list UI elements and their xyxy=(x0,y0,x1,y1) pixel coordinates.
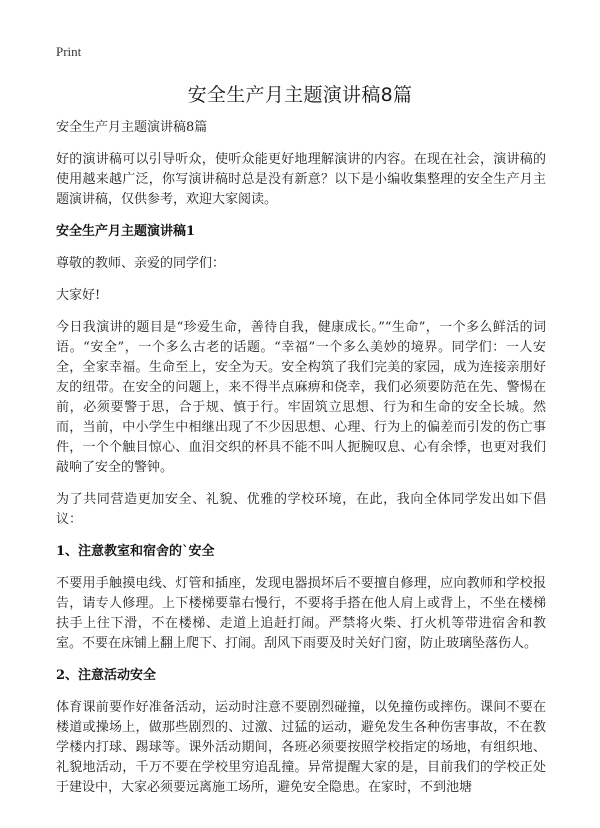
page-title: 安全生产月主题演讲稿8篇 xyxy=(187,84,413,106)
hello-paragraph: 大家好! xyxy=(56,288,101,303)
body-paragraph-1: 今日我演讲的题目是“珍爱生命，善待自我，健康成长。”“生命”，一个多么鲜活的词语。“安全”，一个多么古老的话题。“幸福”一个多么美妙的境界。同学们：一人安全，全家幸福。生命至上，安全为天。安全构筑了我们完美的家园，成为连接亲朋好友的纽带。在安全的问题上，来不得半点麻痹和侥幸，我们必须要防范在先、警惕在前，必须要警于思，合于规、慎于行。牢固筑立思想、行为和生命的安全长城。然而，当前，中小学生中相继出现了不少因思想、心理、行为上的偏差而引发的伤亡事件，一个个触目惊心、血泪交织的杯具不能不叫人扼腕叹息、心有余悸，也更对我们敲响了安全的警钟。 xyxy=(56,320,546,475)
intro-paragraph: 好的演讲稿可以引导听众，使听众能更好地理解演讲的内容。在现在社会，演讲稿的使用越来越广泛，你写演讲稿时总是没有新意？以下是小编收集整理的安全生产月主题演讲稿，仅供参考，欢迎大家阅读。 xyxy=(56,152,546,207)
body-paragraph-3: 不要用手触摸电线、灯管和插座，发现电器损坏后不要擅自修理，应向教师和学校报告，请专人修理。上下楼梯要靠右慢行，不要将手搭在他人肩上或背上，不坐在楼梯扶手上往下滑，不在楼梯、走道上追赶打闹。严禁将火柴、打火机等带进宿舍和教室。不要在床铺上翻上爬下、打闹。刮风下雨要及时关好门窗，防止玻璃坠落伤人。 xyxy=(56,576,546,651)
item-heading-2: 2、注意活动安全 xyxy=(56,668,157,683)
body-paragraph-2: 为了共同营造更加安全、礼貌、优雅的学校环境，在此，我向全体同学发出如下倡议： xyxy=(56,492,546,527)
item-heading-1: 1、注意教室和宿舍的`安全 xyxy=(56,544,215,559)
body-paragraph-4: 体育课前要作好准备活动，运动时注意不要剧烈碰撞，以免撞伤或摔伤。课间不要在楼道或操场上，做那些剧烈的、过激、过猛的运动，避免发生各种伤害事故，不在教学楼内打球、踢球等。课外活动期间，各班必须要按照学校指定的场地，有组织地、礼貌地活动，千万不要在学校里穷追乱撞。异常提醒大家的是，目前我们的学校正处于建设中，大家必须要远离施工场所，避免安全隐患。在家时，不到池塘 xyxy=(56,700,546,795)
article-subtitle: 安全生产月主题演讲稿8篇 xyxy=(56,120,208,135)
section-heading-1: 安全生产月主题演讲稿1 xyxy=(56,224,196,239)
article-body xyxy=(56,118,546,810)
print-link[interactable]: Print xyxy=(56,44,82,59)
greeting-paragraph: 尊敬的教师、亲爱的同学们： xyxy=(56,256,226,271)
